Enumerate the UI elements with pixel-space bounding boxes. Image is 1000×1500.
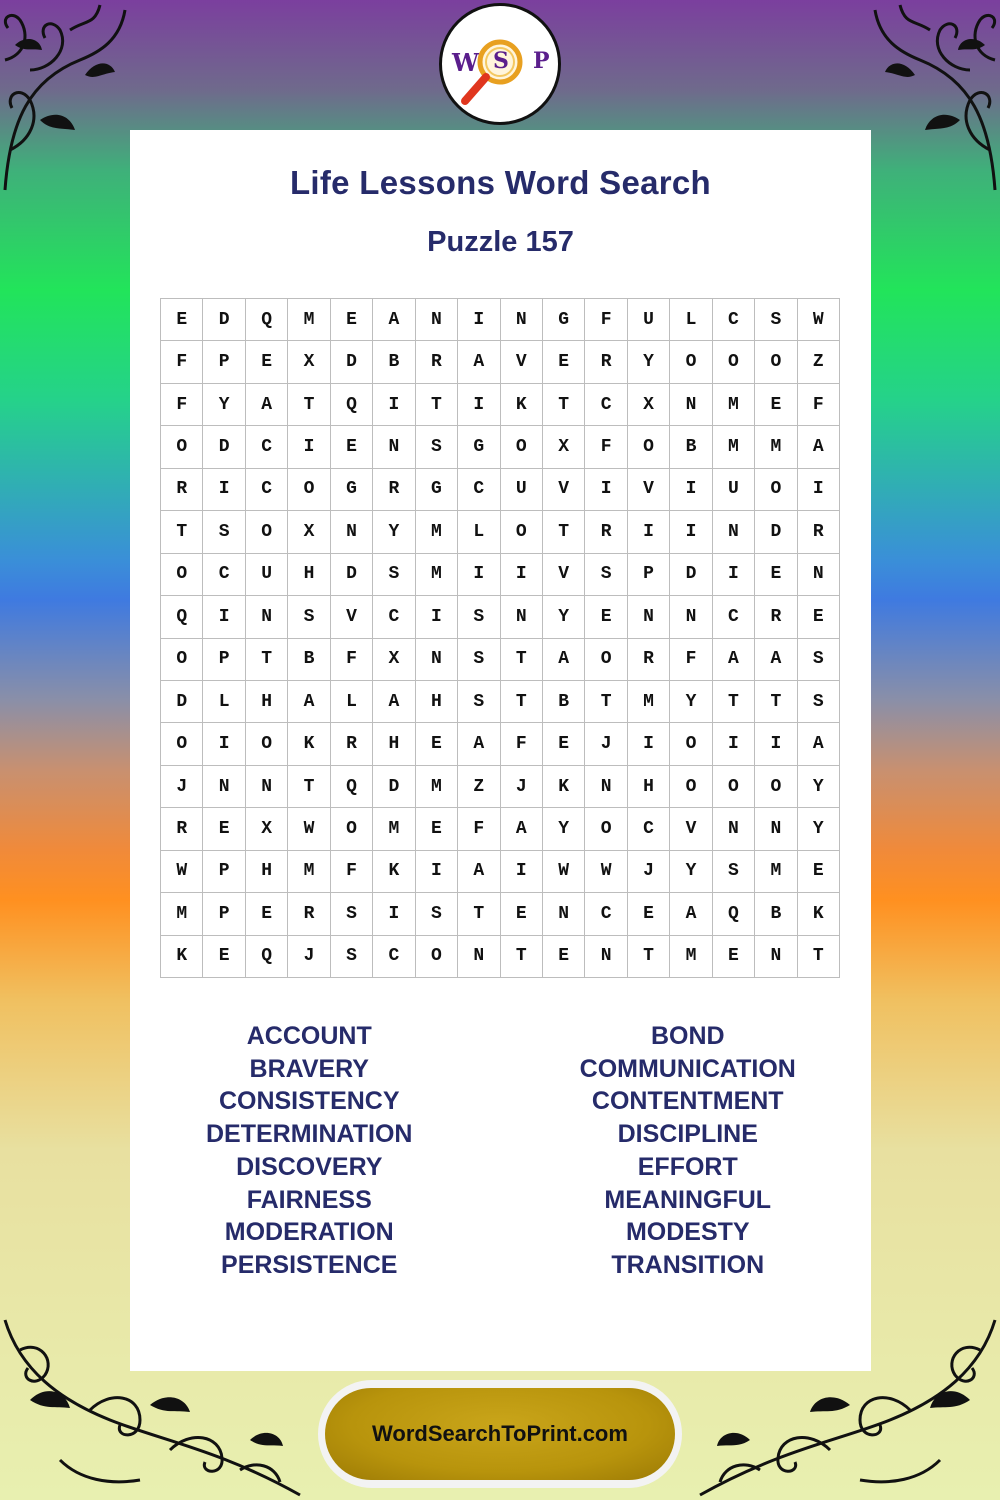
grid-cell[interactable]: S — [755, 299, 797, 341]
grid-cell[interactable]: B — [755, 893, 797, 935]
word-list — [130, 1020, 871, 1282]
grid-cell[interactable]: P — [203, 851, 245, 893]
grid-cell[interactable]: S — [373, 554, 415, 596]
word-item: MEANINGFUL — [604, 1185, 772, 1214]
grid-cell[interactable]: T — [543, 511, 585, 553]
grid-cell[interactable]: A — [670, 893, 712, 935]
grid-cell[interactable]: O — [161, 426, 203, 468]
grid-cell[interactable]: Y — [670, 681, 712, 723]
grid-cell[interactable]: Y — [628, 341, 670, 383]
grid-cell[interactable]: O — [246, 723, 288, 765]
grid-cell[interactable]: M — [670, 936, 712, 978]
grid-cell[interactable]: M — [373, 808, 415, 850]
grid-cell[interactable]: O — [161, 723, 203, 765]
grid-cell[interactable]: I — [373, 384, 415, 426]
grid-cell[interactable]: F — [585, 426, 627, 468]
grid-cell[interactable]: S — [331, 936, 373, 978]
grid-cell[interactable]: M — [416, 511, 458, 553]
word-item: CONTENTMENT — [591, 1087, 784, 1116]
grid-cell[interactable]: A — [458, 341, 500, 383]
word-item: MODERATION — [224, 1218, 394, 1247]
grid-cell[interactable]: R — [585, 511, 627, 553]
grid-cell[interactable]: I — [670, 511, 712, 553]
grid-cell[interactable]: F — [161, 384, 203, 426]
grid-cell[interactable]: I — [670, 469, 712, 511]
grid-cell[interactable]: D — [203, 426, 245, 468]
grid-cell[interactable]: R — [628, 639, 670, 681]
grid-cell[interactable]: P — [203, 639, 245, 681]
grid-cell[interactable]: O — [161, 639, 203, 681]
grid-cell[interactable]: P — [203, 893, 245, 935]
word-item: TRANSITION — [611, 1250, 765, 1279]
grid-cell[interactable]: B — [288, 639, 330, 681]
grid-cell[interactable]: W — [288, 808, 330, 850]
grid-cell[interactable]: E — [798, 596, 840, 638]
grid-cell[interactable]: S — [585, 554, 627, 596]
grid-cell[interactable]: R — [331, 723, 373, 765]
grid-cell[interactable]: T — [585, 681, 627, 723]
grid-cell[interactable]: O — [670, 341, 712, 383]
grid-cell[interactable]: I — [288, 426, 330, 468]
grid-cell[interactable]: N — [798, 554, 840, 596]
grid-cell[interactable]: A — [246, 384, 288, 426]
site-url: WordSearchToPrint.com — [372, 1421, 628, 1446]
grid-cell[interactable]: E — [755, 384, 797, 426]
grid-cell[interactable]: T — [458, 893, 500, 935]
grid-cell[interactable]: A — [798, 723, 840, 765]
grid-cell[interactable]: P — [203, 341, 245, 383]
grid-cell[interactable]: X — [373, 639, 415, 681]
word-item: BRAVERY — [249, 1054, 369, 1083]
grid-cell[interactable]: C — [713, 299, 755, 341]
site-banner[interactable] — [318, 1380, 682, 1488]
grid-cell[interactable]: A — [713, 639, 755, 681]
grid-cell[interactable]: T — [288, 384, 330, 426]
word-item: CONSISTENCY — [218, 1087, 400, 1116]
grid-cell[interactable]: S — [798, 681, 840, 723]
grid-cell[interactable]: O — [416, 936, 458, 978]
grid-cell[interactable]: T — [161, 511, 203, 553]
grid-cell[interactable]: I — [416, 851, 458, 893]
grid-cell[interactable]: F — [798, 384, 840, 426]
grid-cell[interactable]: T — [501, 936, 543, 978]
grid-cell[interactable]: V — [331, 596, 373, 638]
grid-cell[interactable]: O — [288, 469, 330, 511]
grid-cell[interactable]: E — [416, 808, 458, 850]
grid-cell[interactable]: C — [246, 426, 288, 468]
grid-cell[interactable]: V — [543, 469, 585, 511]
grid-cell[interactable]: E — [203, 808, 245, 850]
grid-cell[interactable]: G — [416, 469, 458, 511]
grid-cell[interactable]: E — [331, 299, 373, 341]
grid-cell[interactable]: C — [246, 469, 288, 511]
grid-cell[interactable]: T — [543, 384, 585, 426]
grid-cell[interactable]: X — [288, 341, 330, 383]
grid-cell[interactable]: O — [755, 469, 797, 511]
grid-cell[interactable]: Z — [458, 766, 500, 808]
grid-cell[interactable]: N — [713, 808, 755, 850]
grid-cell[interactable]: N — [543, 893, 585, 935]
grid-cell[interactable]: F — [331, 639, 373, 681]
grid-cell[interactable]: E — [798, 851, 840, 893]
grid-cell[interactable]: P — [628, 554, 670, 596]
grid-cell[interactable]: K — [798, 893, 840, 935]
grid-cell[interactable]: T — [713, 681, 755, 723]
puzzle-title: Life Lessons Word Search — [289, 164, 712, 201]
grid-cell[interactable]: M — [628, 681, 670, 723]
logo-letter-s: S — [493, 48, 509, 74]
grid-cell[interactable]: C — [585, 384, 627, 426]
grid-cell[interactable]: H — [246, 681, 288, 723]
grid-cell[interactable]: V — [501, 341, 543, 383]
grid-cell[interactable]: T — [501, 681, 543, 723]
wsp-logo — [439, 3, 561, 125]
grid-cell[interactable]: X — [628, 384, 670, 426]
grid-cell[interactable]: I — [628, 511, 670, 553]
grid-cell[interactable]: X — [288, 511, 330, 553]
grid-cell[interactable]: N — [501, 596, 543, 638]
grid-cell[interactable]: N — [755, 808, 797, 850]
grid-cell[interactable]: K — [288, 723, 330, 765]
grid-cell[interactable]: E — [161, 299, 203, 341]
grid-cell[interactable]: H — [373, 723, 415, 765]
grid-cell[interactable]: O — [670, 723, 712, 765]
grid-cell[interactable]: R — [161, 808, 203, 850]
grid-cell[interactable]: M — [288, 851, 330, 893]
grid-cell[interactable]: H — [628, 766, 670, 808]
grid-cell[interactable]: O — [331, 808, 373, 850]
grid-cell[interactable]: N — [628, 596, 670, 638]
grid-cell[interactable]: O — [585, 639, 627, 681]
grid-cell[interactable]: X — [543, 426, 585, 468]
grid-cell[interactable]: O — [713, 766, 755, 808]
grid-cell[interactable]: Z — [798, 341, 840, 383]
grid-cell[interactable]: S — [203, 511, 245, 553]
grid-cell[interactable]: C — [373, 936, 415, 978]
grid-cell[interactable]: E — [543, 936, 585, 978]
grid-cell[interactable]: I — [203, 723, 245, 765]
grid-cell[interactable]: O — [246, 511, 288, 553]
grid-cell[interactable]: N — [416, 299, 458, 341]
grid-cell[interactable]: F — [670, 639, 712, 681]
grid-cell[interactable]: N — [670, 596, 712, 638]
word-list-right — [503, 1020, 874, 1282]
grid-cell[interactable]: Q — [246, 936, 288, 978]
grid-cell[interactable]: G — [543, 299, 585, 341]
grid-cell[interactable]: I — [203, 469, 245, 511]
grid-cell[interactable]: J — [628, 851, 670, 893]
grid-cell[interactable]: N — [585, 766, 627, 808]
grid-cell[interactable]: X — [246, 808, 288, 850]
grid-cell[interactable]: A — [543, 639, 585, 681]
grid-cell[interactable]: Q — [331, 766, 373, 808]
grid-cell[interactable]: H — [416, 681, 458, 723]
grid-cell[interactable]: I — [373, 893, 415, 935]
grid-cell[interactable]: E — [246, 341, 288, 383]
grid-cell[interactable]: M — [288, 299, 330, 341]
grid-cell[interactable]: T — [628, 936, 670, 978]
grid-cell[interactable]: E — [755, 554, 797, 596]
word-item: ACCOUNT — [246, 1022, 372, 1050]
grid-cell[interactable]: Q — [246, 299, 288, 341]
grid-cell[interactable]: D — [331, 554, 373, 596]
grid-cell[interactable]: M — [713, 384, 755, 426]
grid-cell[interactable]: F — [458, 808, 500, 850]
grid-cell[interactable]: O — [713, 341, 755, 383]
grid-cell[interactable]: F — [161, 341, 203, 383]
grid-cell[interactable]: S — [288, 596, 330, 638]
grid-cell[interactable]: M — [416, 766, 458, 808]
grid-cell[interactable]: H — [288, 554, 330, 596]
grid-cell[interactable]: S — [713, 851, 755, 893]
grid-cell[interactable]: L — [203, 681, 245, 723]
grid-cell[interactable]: N — [331, 511, 373, 553]
grid-cell[interactable]: N — [246, 766, 288, 808]
word-item: MODESTY — [625, 1218, 750, 1247]
word-item: DISCOVERY — [236, 1152, 383, 1181]
letter-grid[interactable] — [160, 298, 840, 978]
grid-cell[interactable]: K — [373, 851, 415, 893]
grid-cell[interactable]: S — [331, 893, 373, 935]
grid-cell[interactable]: O — [755, 341, 797, 383]
logo-letter-p: P — [533, 48, 550, 74]
top-left-ornament — [0, 0, 130, 200]
grid-cell[interactable]: N — [416, 639, 458, 681]
grid-cell[interactable]: N — [246, 596, 288, 638]
grid-cell[interactable]: R — [373, 469, 415, 511]
grid-cell[interactable]: A — [288, 681, 330, 723]
grid-cell[interactable]: E — [585, 596, 627, 638]
grid-cell[interactable]: B — [670, 426, 712, 468]
grid-cell[interactable]: E — [543, 723, 585, 765]
grid-cell[interactable]: K — [161, 936, 203, 978]
grid-cell[interactable]: O — [755, 766, 797, 808]
grid-cell[interactable]: C — [373, 596, 415, 638]
grid-cell[interactable]: Q — [713, 893, 755, 935]
grid-cell[interactable]: Y — [670, 851, 712, 893]
grid-cell[interactable]: C — [458, 469, 500, 511]
grid-cell[interactable]: N — [713, 511, 755, 553]
word-list-left — [124, 1020, 495, 1282]
grid-cell[interactable]: E — [628, 893, 670, 935]
grid-cell[interactable]: C — [585, 893, 627, 935]
word-item: FAIRNESS — [246, 1185, 372, 1214]
grid-cell[interactable]: O — [501, 426, 543, 468]
grid-cell[interactable]: B — [373, 341, 415, 383]
grid-cell[interactable]: I — [458, 384, 500, 426]
grid-cell[interactable]: T — [798, 936, 840, 978]
grid-cell[interactable]: E — [203, 936, 245, 978]
grid-cell[interactable]: J — [501, 766, 543, 808]
grid-cell[interactable]: R — [161, 469, 203, 511]
puzzle-number: Puzzle 157 — [427, 226, 574, 258]
word-item: COMMUNICATION — [579, 1054, 796, 1083]
grid-cell[interactable]: N — [203, 766, 245, 808]
grid-cell[interactable]: E — [543, 341, 585, 383]
grid-cell[interactable]: E — [416, 723, 458, 765]
grid-cell[interactable]: S — [416, 893, 458, 935]
grid-cell[interactable]: H — [246, 851, 288, 893]
grid-cell[interactable]: A — [501, 808, 543, 850]
grid-cell[interactable]: I — [458, 299, 500, 341]
grid-cell[interactable]: S — [458, 596, 500, 638]
grid-cell[interactable]: W — [798, 299, 840, 341]
site-banner-pill — [325, 1388, 675, 1480]
grid-cell[interactable]: I — [628, 723, 670, 765]
grid-cell[interactable]: F — [585, 299, 627, 341]
grid-cell[interactable]: A — [798, 426, 840, 468]
grid-cell[interactable]: R — [798, 511, 840, 553]
grid-cell[interactable]: K — [501, 384, 543, 426]
grid-cell[interactable]: I — [798, 469, 840, 511]
grid-cell[interactable]: Y — [798, 766, 840, 808]
word-item: BOND — [650, 1022, 725, 1050]
grid-cell[interactable]: Q — [331, 384, 373, 426]
grid-cell[interactable]: R — [585, 341, 627, 383]
grid-cell[interactable]: A — [373, 681, 415, 723]
grid-cell[interactable]: O — [670, 766, 712, 808]
grid-cell[interactable]: N — [458, 936, 500, 978]
grid-cell[interactable]: M — [755, 426, 797, 468]
grid-cell[interactable]: A — [373, 299, 415, 341]
grid-cell[interactable]: C — [203, 554, 245, 596]
grid-cell[interactable]: E — [246, 893, 288, 935]
grid-cell[interactable]: S — [798, 639, 840, 681]
grid-cell[interactable]: V — [670, 808, 712, 850]
grid-cell[interactable]: J — [585, 723, 627, 765]
grid-cell[interactable]: D — [161, 681, 203, 723]
word-item: EFFORT — [637, 1152, 738, 1181]
grid-cell[interactable]: Y — [543, 596, 585, 638]
grid-cell[interactable]: D — [373, 766, 415, 808]
grid-cell[interactable]: Y — [203, 384, 245, 426]
grid-cell[interactable]: E — [331, 426, 373, 468]
grid-cell[interactable]: I — [713, 723, 755, 765]
grid-cell[interactable]: W — [161, 851, 203, 893]
grid-cell[interactable]: I — [755, 723, 797, 765]
grid-cell[interactable]: C — [713, 596, 755, 638]
grid-cell[interactable]: G — [458, 426, 500, 468]
grid-cell[interactable]: Y — [373, 511, 415, 553]
grid-cell[interactable]: W — [585, 851, 627, 893]
grid-cell[interactable]: D — [670, 554, 712, 596]
grid-cell[interactable]: I — [458, 554, 500, 596]
grid-cell[interactable]: T — [246, 639, 288, 681]
grid-cell[interactable]: E — [501, 893, 543, 935]
grid-cell[interactable]: N — [585, 936, 627, 978]
grid-cell[interactable]: M — [161, 893, 203, 935]
grid-cell[interactable]: M — [416, 554, 458, 596]
grid-cell[interactable]: F — [501, 723, 543, 765]
grid-cell[interactable]: I — [416, 596, 458, 638]
grid-cell[interactable]: O — [501, 511, 543, 553]
top-right-ornament — [870, 0, 1000, 200]
grid-cell[interactable]: D — [755, 511, 797, 553]
grid-cell[interactable]: W — [543, 851, 585, 893]
grid-cell[interactable]: R — [416, 341, 458, 383]
word-item: DETERMINATION — [206, 1120, 413, 1149]
grid-cell[interactable]: A — [458, 723, 500, 765]
grid-cell[interactable]: I — [585, 469, 627, 511]
grid-cell[interactable]: N — [670, 384, 712, 426]
grid-cell[interactable]: M — [713, 426, 755, 468]
grid-cell[interactable]: N — [373, 426, 415, 468]
grid-cell[interactable]: G — [331, 469, 373, 511]
grid-cell[interactable]: S — [458, 681, 500, 723]
grid-cell[interactable]: I — [501, 554, 543, 596]
grid-cell[interactable]: V — [628, 469, 670, 511]
grid-cell[interactable]: L — [458, 511, 500, 553]
grid-cell[interactable]: D — [203, 299, 245, 341]
grid-cell[interactable]: M — [755, 851, 797, 893]
grid-cell[interactable]: E — [713, 936, 755, 978]
grid-cell[interactable]: U — [713, 469, 755, 511]
grid-cell[interactable]: A — [458, 851, 500, 893]
word-item: DISCIPLINE — [617, 1120, 758, 1149]
grid-cell[interactable]: C — [628, 808, 670, 850]
grid-cell[interactable]: N — [501, 299, 543, 341]
grid-cell[interactable]: O — [585, 808, 627, 850]
grid-cell[interactable]: T — [501, 639, 543, 681]
grid-cell[interactable]: T — [288, 766, 330, 808]
grid-cell[interactable]: J — [288, 936, 330, 978]
grid-cell[interactable]: L — [670, 299, 712, 341]
grid-cell[interactable]: Y — [543, 808, 585, 850]
grid-cell[interactable]: Q — [161, 596, 203, 638]
grid-cell[interactable]: S — [458, 639, 500, 681]
grid-cell[interactable]: V — [543, 554, 585, 596]
grid-cell[interactable]: F — [331, 851, 373, 893]
grid-cell[interactable]: Y — [798, 808, 840, 850]
grid-cell[interactable]: I — [501, 851, 543, 893]
grid-cell[interactable]: J — [161, 766, 203, 808]
grid-cell[interactable]: T — [416, 384, 458, 426]
grid-cell[interactable]: D — [331, 341, 373, 383]
grid-cell[interactable]: L — [331, 681, 373, 723]
word-item: PERSISTENCE — [221, 1250, 398, 1279]
grid-cell[interactable]: B — [543, 681, 585, 723]
grid-cell[interactable]: U — [501, 469, 543, 511]
grid-cell[interactable]: I — [713, 554, 755, 596]
grid-cell[interactable]: I — [203, 596, 245, 638]
grid-cell[interactable]: T — [755, 681, 797, 723]
grid-cell[interactable]: U — [246, 554, 288, 596]
grid-cell[interactable]: S — [416, 426, 458, 468]
grid-cell[interactable]: N — [755, 936, 797, 978]
grid-cell[interactable]: R — [755, 596, 797, 638]
logo-letter-w: W — [452, 48, 479, 77]
grid-cell[interactable]: R — [288, 893, 330, 935]
grid-cell[interactable]: O — [628, 426, 670, 468]
grid-cell[interactable]: A — [755, 639, 797, 681]
grid-cell[interactable]: U — [628, 299, 670, 341]
grid-cell[interactable]: K — [543, 766, 585, 808]
grid-cell[interactable]: O — [161, 554, 203, 596]
